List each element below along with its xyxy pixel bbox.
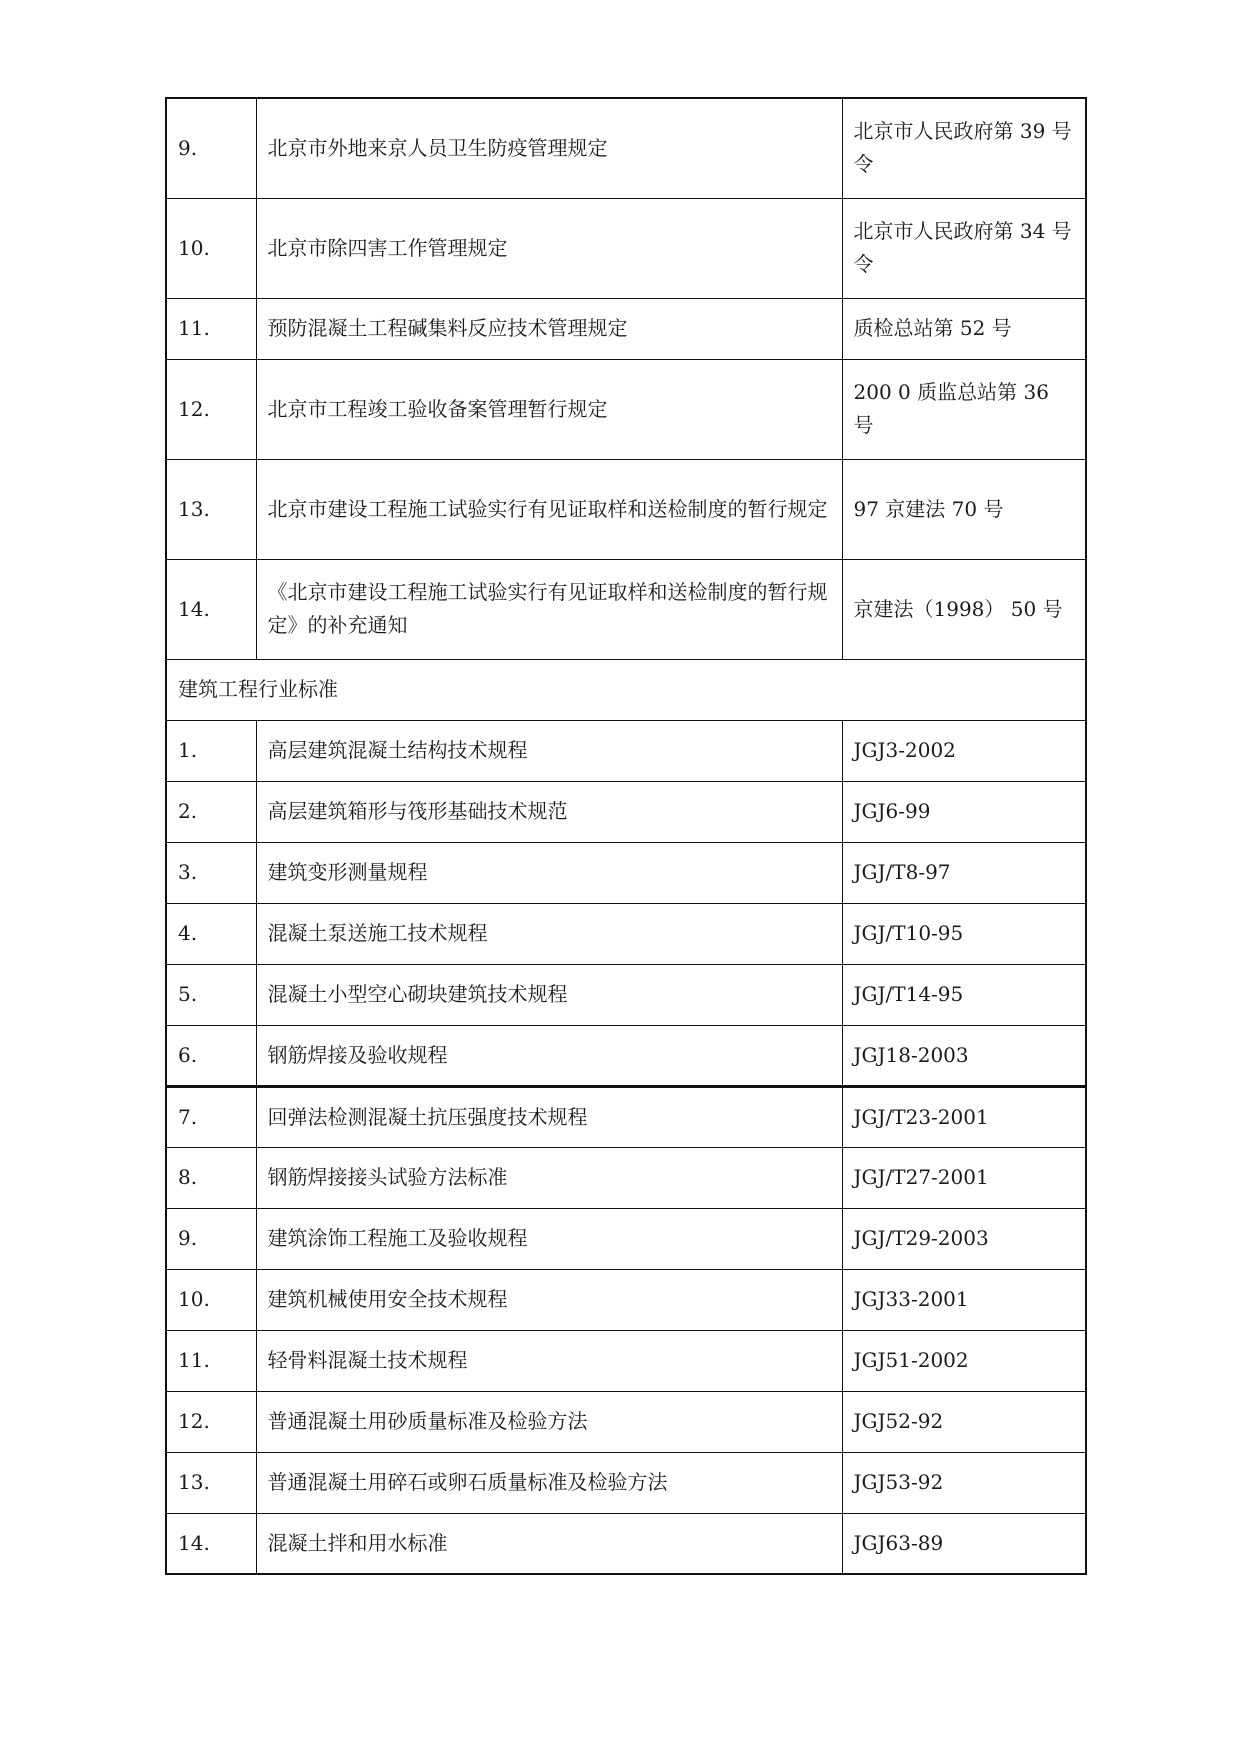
table-row	[166, 1513, 1086, 1574]
table-row	[166, 559, 1086, 659]
row-number: 1.	[166, 720, 256, 781]
standard-code: JGJ51-2002	[842, 1330, 1086, 1391]
table-row	[166, 98, 1086, 198]
standard-code: JGJ52-92	[842, 1391, 1086, 1452]
standard-code: JGJ/T8-97	[842, 842, 1086, 903]
table-row	[166, 459, 1086, 559]
section-header-row	[166, 659, 1086, 720]
standard-name: 钢筋焊接及验收规程	[256, 1025, 842, 1086]
row-number: 11.	[166, 1330, 256, 1391]
regulation-reference: 北京市人民政府第 39 号令	[842, 98, 1086, 198]
row-number: 3.	[166, 842, 256, 903]
standard-code: JGJ63-89	[842, 1513, 1086, 1574]
row-number: 13.	[166, 1452, 256, 1513]
table-row	[166, 359, 1086, 459]
standard-code: JGJ18-2003	[842, 1025, 1086, 1086]
standard-code: JGJ3-2002	[842, 720, 1086, 781]
standard-name: 建筑机械使用安全技术规程	[256, 1269, 842, 1330]
row-number: 5.	[166, 964, 256, 1025]
row-number: 4.	[166, 903, 256, 964]
regulation-name: 北京市工程竣工验收备案管理暂行规定	[256, 359, 842, 459]
standard-name: 混凝土泵送施工技术规程	[256, 903, 842, 964]
row-number: 9.	[166, 1208, 256, 1269]
table-row	[166, 1147, 1086, 1208]
row-number: 12.	[166, 359, 256, 459]
table-row	[166, 198, 1086, 298]
standards-table	[165, 97, 1087, 1575]
row-number: 8.	[166, 1147, 256, 1208]
standard-name: 普通混凝土用砂质量标准及检验方法	[256, 1391, 842, 1452]
regulation-name: 北京市除四害工作管理规定	[256, 198, 842, 298]
table-row	[166, 720, 1086, 781]
standard-name: 高层建筑箱形与筏形基础技术规范	[256, 781, 842, 842]
regulation-reference: 200 0 质监总站第 36 号	[842, 359, 1086, 459]
standard-code: JGJ/T10-95	[842, 903, 1086, 964]
regulation-name: 北京市建设工程施工试验实行有见证取样和送检制度的暂行规定	[256, 459, 842, 559]
standard-name: 混凝土拌和用水标准	[256, 1513, 842, 1574]
regulation-name: 《北京市建设工程施工试验实行有见证取样和送检制度的暂行规定》的补充通知	[256, 559, 842, 659]
regulation-reference: 97 京建法 70 号	[842, 459, 1086, 559]
table-row	[166, 1025, 1086, 1086]
standard-name: 回弹法检测混凝土抗压强度技术规程	[256, 1086, 842, 1147]
row-number: 2.	[166, 781, 256, 842]
table-row	[166, 781, 1086, 842]
row-number: 6.	[166, 1025, 256, 1086]
standard-code: JGJ/T23-2001	[842, 1086, 1086, 1147]
standard-name: 钢筋焊接接头试验方法标准	[256, 1147, 842, 1208]
regulation-reference: 北京市人民政府第 34 号令	[842, 198, 1086, 298]
regulation-name: 北京市外地来京人员卫生防疫管理规定	[256, 98, 842, 198]
table-row	[166, 1391, 1086, 1452]
standard-code: JGJ6-99	[842, 781, 1086, 842]
section-title: 建筑工程行业标准	[166, 659, 1086, 720]
standard-name: 轻骨料混凝土技术规程	[256, 1330, 842, 1391]
standard-name: 高层建筑混凝土结构技术规程	[256, 720, 842, 781]
table-row	[166, 1330, 1086, 1391]
table-row	[166, 842, 1086, 903]
table-row	[166, 964, 1086, 1025]
row-number: 7.	[166, 1086, 256, 1147]
table-row	[166, 1086, 1086, 1147]
standard-name: 建筑涂饰工程施工及验收规程	[256, 1208, 842, 1269]
regulation-name: 预防混凝土工程碱集料反应技术管理规定	[256, 298, 842, 359]
standard-code: JGJ/T29-2003	[842, 1208, 1086, 1269]
standard-code: JGJ/T14-95	[842, 964, 1086, 1025]
table-row	[166, 1452, 1086, 1513]
table-row	[166, 1269, 1086, 1330]
row-number: 12.	[166, 1391, 256, 1452]
standard-name: 普通混凝土用碎石或卵石质量标准及检验方法	[256, 1452, 842, 1513]
regulation-reference: 京建法（1998） 50 号	[842, 559, 1086, 659]
table-row	[166, 298, 1086, 359]
row-number: 14.	[166, 1513, 256, 1574]
standard-code: JGJ53-92	[842, 1452, 1086, 1513]
standard-code: JGJ/T27-2001	[842, 1147, 1086, 1208]
standard-code: JGJ33-2001	[842, 1269, 1086, 1330]
row-number: 14.	[166, 559, 256, 659]
row-number: 11.	[166, 298, 256, 359]
row-number: 9.	[166, 98, 256, 198]
standard-name: 建筑变形测量规程	[256, 842, 842, 903]
table-row	[166, 903, 1086, 964]
standard-name: 混凝土小型空心砌块建筑技术规程	[256, 964, 842, 1025]
row-number: 10.	[166, 1269, 256, 1330]
regulation-reference: 质检总站第 52 号	[842, 298, 1086, 359]
row-number: 13.	[166, 459, 256, 559]
row-number: 10.	[166, 198, 256, 298]
table-row	[166, 1208, 1086, 1269]
